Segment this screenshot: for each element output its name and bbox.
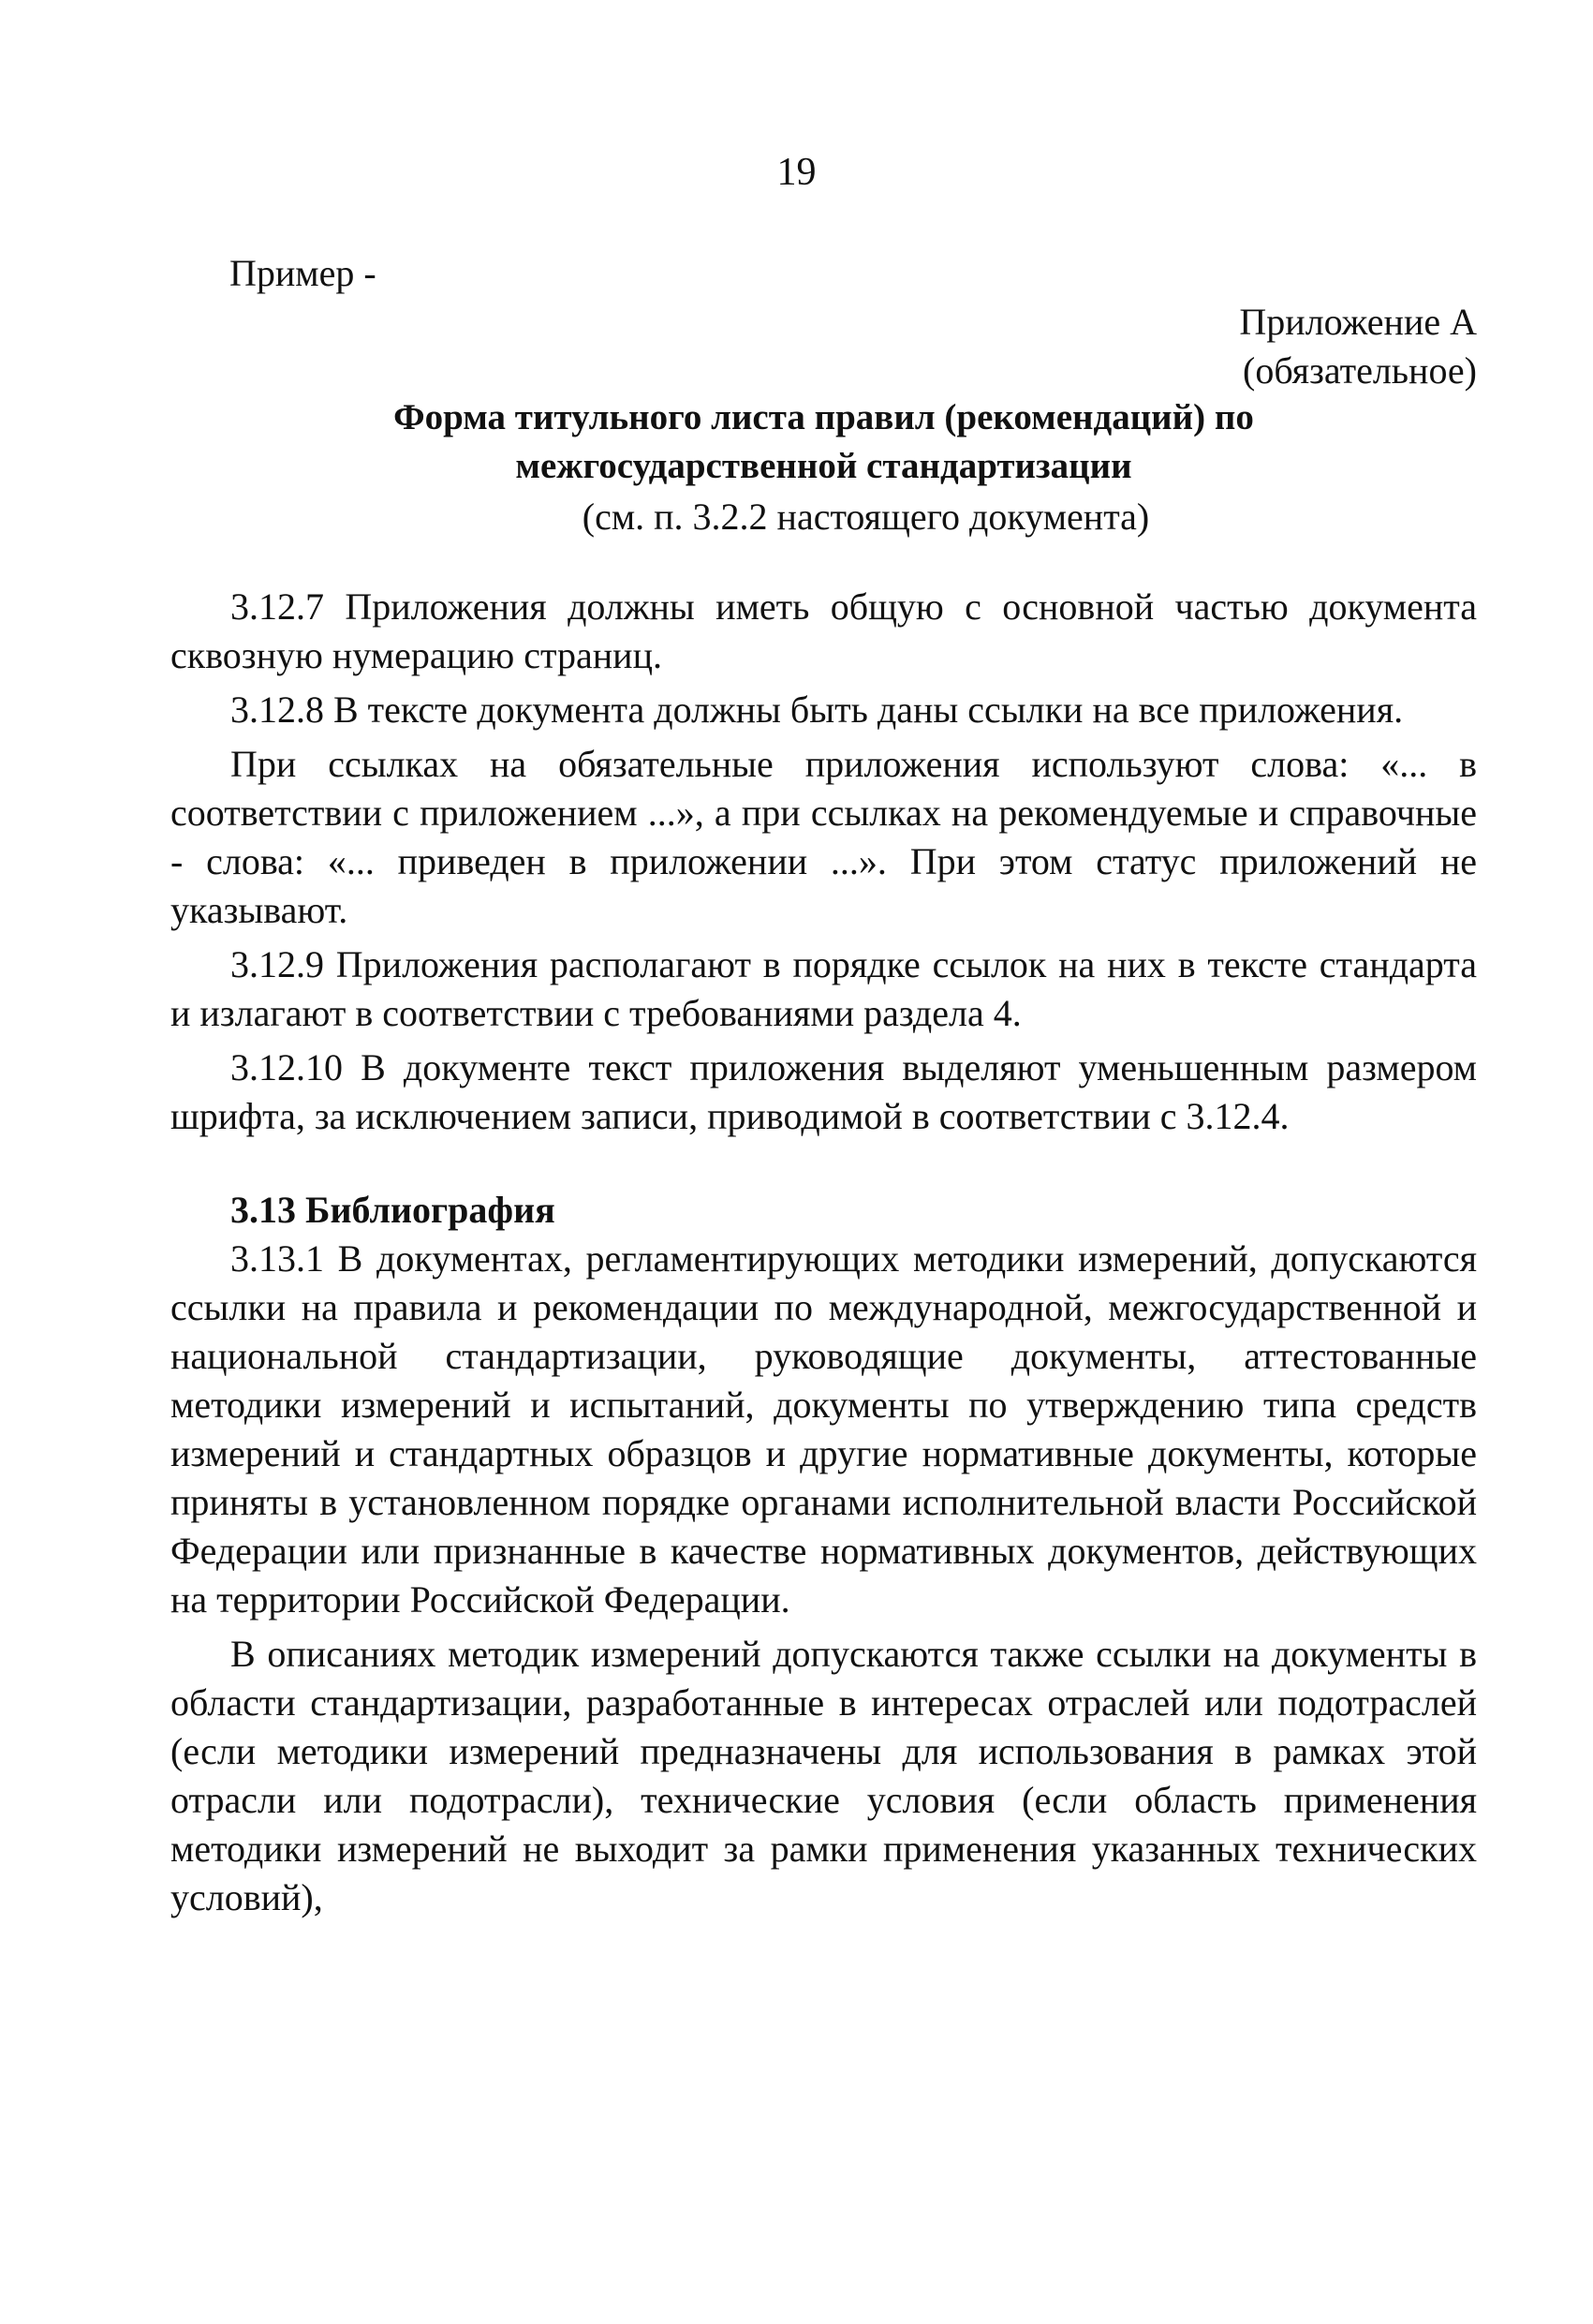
annex-title-line2: межгосударственной стандартизации [515, 446, 1132, 486]
annex-title-line1: Форма титульного листа правил (рекомендаций) по [393, 397, 1254, 437]
example-label: Пример - [229, 252, 376, 294]
annex-label: Приложение А [1239, 301, 1477, 343]
paragraph-3-12-9: 3.12.9 Приложения располагают в порядке ссылок на них в тексте стандарта и излагают в соответствии с требованиями раздела 4. [170, 943, 1477, 1034]
page-number: 19 [776, 151, 817, 194]
paragraph-method-descriptions: В описаниях методик измерений допускаются также ссылки на документы в области стандартизации, разработанные в интересах отраслей или подотраслей (если методики измерений предназначены для использования в рамках этой отрасли или подотрасли), технические условия (если область применения методики измерений не выходит за рамки применения указанных технических условий), [170, 1633, 1477, 1918]
paragraph-3-12-8: 3.12.8 В тексте документа должны быть даны ссылки на все приложения. [230, 688, 1404, 731]
main-text [170, 583, 1477, 1922]
paragraph-3-12-10: 3.12.10 В документе текст приложения выделяют уменьшенным размером шрифта, за исключением записи, приводимой в соответствии с 3.12.4. [170, 1046, 1477, 1137]
paragraph-3-13-1: 3.13.1 В документах, регламентирующих методики измерений, допускаются ссылки на правила и рекомендации по международной, межгосударственной и национальной стандартизации, руководящие документы, аттестованные методики измерений и испытаний, документы по утверждению типа средств измерений и стандартных образцов и другие нормативные документы, которые приняты в установленном порядке органами исполнительной власти Российской Федерации или признанные в качестве нормативных документов, действующих на территории Российской Федерации. [170, 1237, 1477, 1621]
annex-heading [170, 298, 1477, 395]
section-title-bibliography: 3.13 Библиография [230, 1189, 555, 1231]
annex-title [170, 393, 1477, 491]
paragraph-annex-references: При ссылках на обязательные приложения используют слова: «... в соответствии с приложением ...», а при ссылках на рекомендуемые и справочные - слова: «... приведен в приложении ...». При этом статус приложений не указывают. [170, 743, 1477, 931]
annex-status: (обязательное) [1243, 349, 1477, 392]
annex-reference: (см. п. 3.2.2 настоящего документа) [582, 496, 1150, 538]
paragraph-3-12-7: 3.12.7 Приложения должны иметь общую с основной частью документа сквозную нумерацию страниц. [170, 585, 1477, 676]
